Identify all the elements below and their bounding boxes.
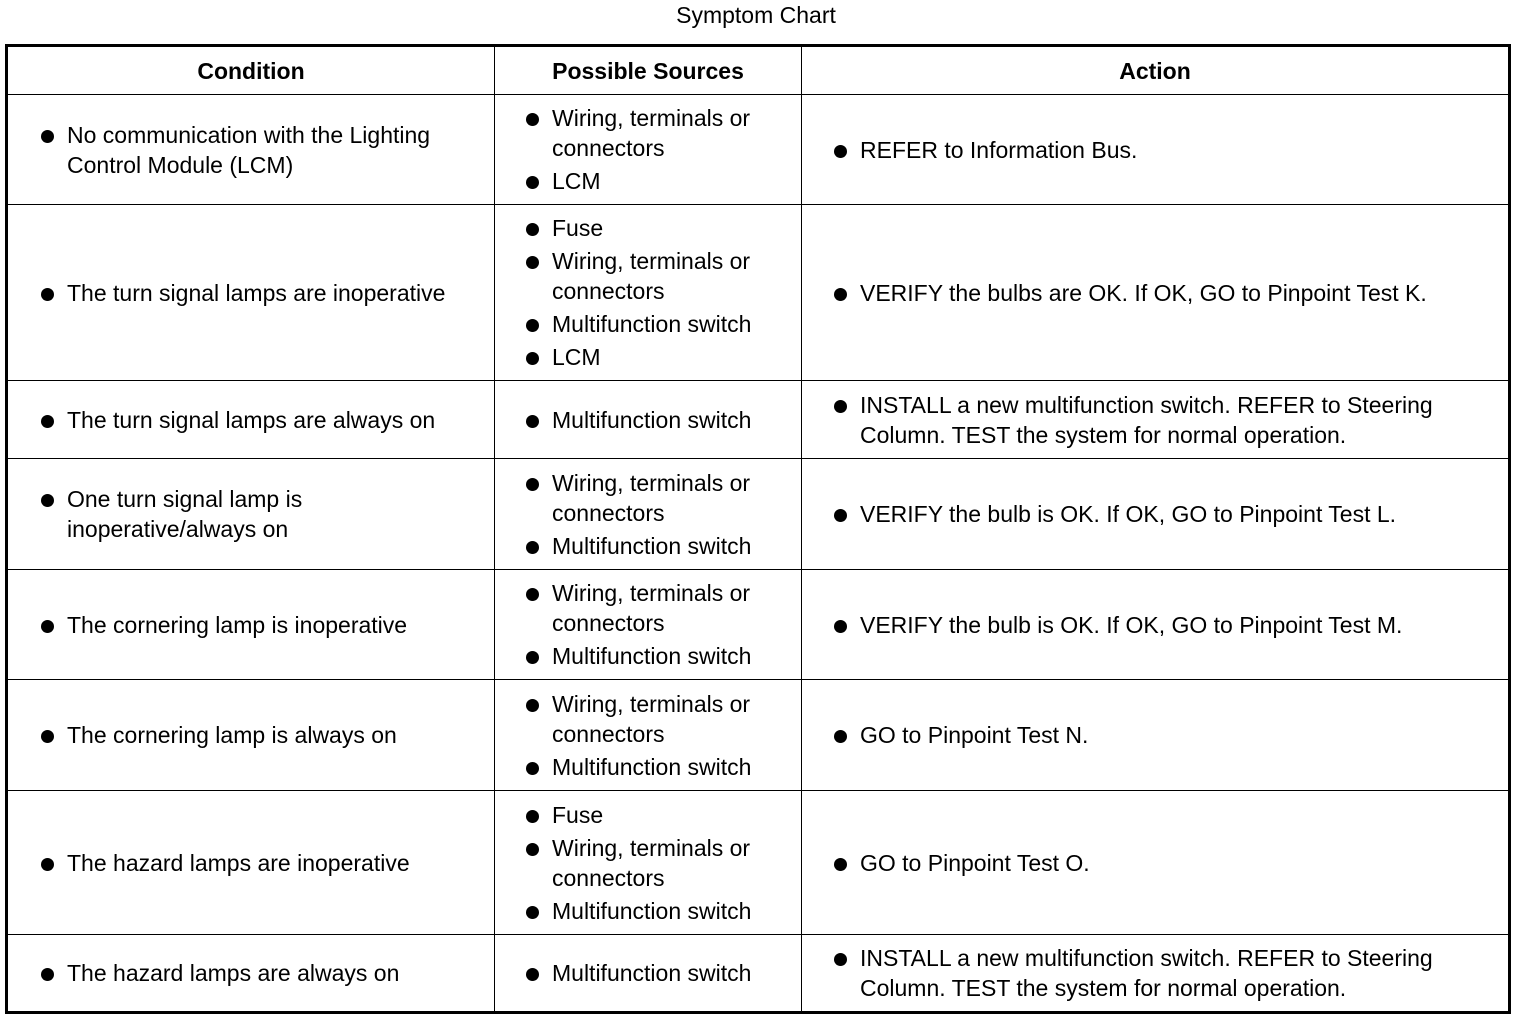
table-row: [7, 381, 1510, 459]
sources-cell: [495, 95, 802, 205]
source-item: Wiring, terminals or connectors: [552, 468, 795, 528]
source-list: [495, 800, 801, 926]
condition-text: No communication with the Lighting Control Module (LCM): [67, 120, 484, 180]
source-list: [495, 405, 801, 435]
condition-cell: [7, 680, 495, 791]
sources-cell: [495, 570, 802, 680]
condition-text: One turn signal lamp is inoperative/always on: [67, 484, 484, 544]
condition-list: [8, 720, 494, 750]
action-list: [802, 499, 1508, 529]
condition-text: The cornering lamp is always on: [67, 720, 484, 750]
action-text: GO to Pinpoint Test N.: [860, 720, 1496, 750]
table-row: [7, 935, 1510, 1013]
condition-cell: [7, 459, 495, 570]
table-row: [7, 570, 1510, 680]
sources-cell: [495, 381, 802, 459]
action-list: [802, 610, 1508, 640]
action-list: [802, 848, 1508, 878]
column-header-condition: Condition: [7, 46, 495, 95]
action-list: [802, 135, 1508, 165]
condition-text: The cornering lamp is inoperative: [67, 610, 484, 640]
action-cell: [802, 95, 1510, 205]
table-row: [7, 205, 1510, 381]
action-text: VERIFY the bulb is OK. If OK, GO to Pinpoint Test L.: [860, 499, 1496, 529]
source-item: Wiring, terminals or connectors: [552, 103, 795, 163]
header-row: [7, 46, 1510, 95]
action-cell: [802, 680, 1510, 791]
sources-cell: [495, 459, 802, 570]
action-list: [802, 720, 1508, 750]
action-list: [802, 278, 1508, 308]
action-list: [802, 943, 1508, 1003]
action-text: GO to Pinpoint Test O.: [860, 848, 1496, 878]
source-item: Multifunction switch: [552, 752, 795, 782]
condition-text: The hazard lamps are inoperative: [67, 848, 484, 878]
action-text: VERIFY the bulb is OK. If OK, GO to Pinpoint Test M.: [860, 610, 1496, 640]
source-item: Multifunction switch: [552, 531, 795, 561]
condition-list: [8, 120, 494, 180]
sources-cell: [495, 935, 802, 1013]
condition-cell: [7, 935, 495, 1013]
condition-text: The hazard lamps are always on: [67, 958, 484, 988]
source-item: Multifunction switch: [552, 896, 795, 926]
table-row: [7, 791, 1510, 935]
sources-cell: [495, 205, 802, 381]
source-item: Wiring, terminals or connectors: [552, 689, 795, 749]
source-list: [495, 958, 801, 988]
condition-text: The turn signal lamps are inoperative: [67, 278, 484, 308]
source-item: Multifunction switch: [552, 958, 795, 988]
source-item: Wiring, terminals or connectors: [552, 578, 795, 638]
chart-title: Symptom Chart: [676, 2, 836, 28]
action-cell: [802, 570, 1510, 680]
condition-list: [8, 610, 494, 640]
source-item: Wiring, terminals or connectors: [552, 833, 795, 893]
condition-cell: [7, 205, 495, 381]
action-cell: [802, 459, 1510, 570]
action-cell: [802, 205, 1510, 381]
source-list: [495, 689, 801, 782]
action-text: INSTALL a new multifunction switch. REFER to Steering Column. TEST the system for normal operation.: [860, 943, 1496, 1003]
action-cell: [802, 935, 1510, 1013]
action-text: VERIFY the bulbs are OK. If OK, GO to Pinpoint Test K.: [860, 278, 1496, 308]
condition-cell: [7, 381, 495, 459]
condition-list: [8, 405, 494, 435]
symptom-table: [5, 44, 1511, 1014]
source-item: Multifunction switch: [552, 405, 795, 435]
source-item: Multifunction switch: [552, 309, 795, 339]
source-item: Fuse: [552, 213, 795, 243]
table-row: [7, 680, 1510, 791]
source-item: Wiring, terminals or connectors: [552, 246, 795, 306]
condition-cell: [7, 570, 495, 680]
action-cell: [802, 381, 1510, 459]
table-row: [7, 95, 1510, 205]
action-text: REFER to Information Bus.: [860, 135, 1496, 165]
source-list: [495, 103, 801, 196]
condition-text: The turn signal lamps are always on: [67, 405, 484, 435]
source-list: [495, 468, 801, 561]
source-list: [495, 578, 801, 671]
action-cell: [802, 791, 1510, 935]
action-text: INSTALL a new multifunction switch. REFER to Steering Column. TEST the system for normal operation.: [860, 390, 1496, 450]
column-header-action: Action: [802, 46, 1510, 95]
source-item: Multifunction switch: [552, 641, 795, 671]
condition-list: [8, 848, 494, 878]
source-item: LCM: [552, 166, 795, 196]
source-item: LCM: [552, 342, 795, 372]
table-row: [7, 459, 1510, 570]
sources-cell: [495, 680, 802, 791]
condition-list: [8, 484, 494, 544]
condition-list: [8, 278, 494, 308]
condition-cell: [7, 95, 495, 205]
condition-cell: [7, 791, 495, 935]
condition-list: [8, 958, 494, 988]
source-list: [495, 213, 801, 372]
column-header-possible-sources: Possible Sources: [495, 46, 802, 95]
sources-cell: [495, 791, 802, 935]
source-item: Fuse: [552, 800, 795, 830]
action-list: [802, 390, 1508, 450]
